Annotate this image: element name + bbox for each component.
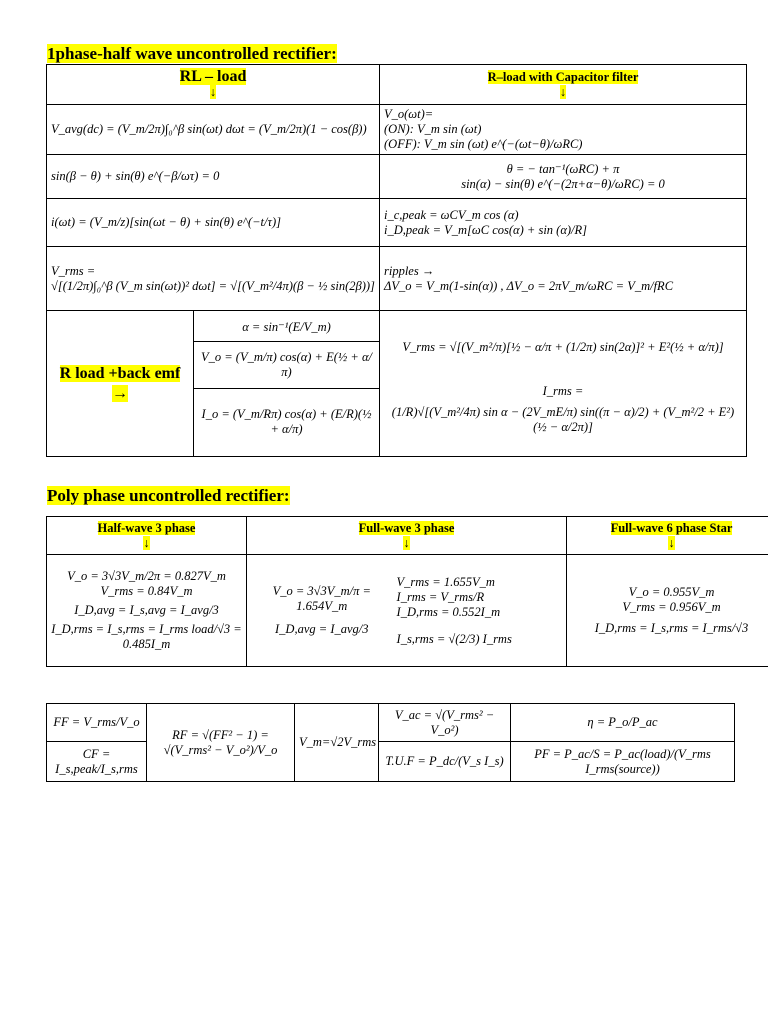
rc-ripple-formula: ripples → ΔV_o = V_m(1-sin(α)) , ΔV_o = 2πV_m/ωRC = V_m/fRC xyxy=(380,247,747,311)
r-back-emf-label: R load +back emf → xyxy=(47,311,194,457)
back-emf-irms: I_rms = (1/R)√[(V_m²/4π) sin α − (2V_mE/π) sin((π − α)/2) + (V_m²/2 + E²)(½ − α/2π)] xyxy=(391,383,735,434)
fw3-left: V_o = 3√3V_m/π = 1.654V_m I_D,avg = I_avg/3 xyxy=(272,584,371,636)
fw6-header: Full-wave 6 phase Star ↓ xyxy=(567,517,768,555)
half-wave-table xyxy=(46,64,747,457)
rl-vrms-formula: V_rms = √[(1/2π)∫₀^β (V_m sin(ωt))² dωt] = √[(V_m²/4π)(β − ½ sin(2β))] xyxy=(47,247,380,311)
rl-beta-equation: sin(β − θ) + sin(θ) e^(−β/ωτ) = 0 xyxy=(47,155,380,199)
section-title-half-wave: 1phase-half wave uncontrolled rectifier: xyxy=(47,44,337,63)
fw6-formulas: V_o = 0.955V_m V_rms = 0.956V_m I_D,rms = I_s,rms = I_rms/√3 xyxy=(567,555,768,667)
rl-vavg-formula: V_avg(dc) = (V_m/2π)∫₀^β sin(ωt) dωt = (V_m/2π)(1 − cos(β)) xyxy=(47,105,380,155)
vm-relation: V_m=√2V_rms xyxy=(295,704,379,782)
factors-table xyxy=(46,703,735,782)
tuf-formula: T.U.F = P_dc/(V_s I_s) xyxy=(379,742,511,782)
section-title-poly-phase: Poly phase uncontrolled rectifier: xyxy=(47,486,290,505)
efficiency: η = P_o/P_ac xyxy=(511,704,735,742)
poly-phase-table xyxy=(46,516,768,667)
back-emf-vrms: V_rms = √[(V_m²/π)[½ − α/π + (1/2π) sin(2α)]² + E²(½ + α/π)] xyxy=(402,340,724,354)
rc-load-header: R–load with Capacitor filter ↓ xyxy=(380,65,747,105)
back-emf-vo: V_o = (V_m/π) cos(α) + E(½ + α/π) xyxy=(194,342,379,389)
hw3-formulas: V_o = 3√3V_m/2π = 0.827V_m V_rms = 0.84V_m I_D,avg = I_s,avg = I_avg/3 I_D,rms = I_s,rms = I_rms load/√3 = 0.485I_m xyxy=(47,555,247,667)
rc-peak-currents: i_c,peak = ωCV_m cos (α) i_D,peak = V_m[ωC cos(α) + sin (α)/R] xyxy=(380,199,747,247)
rc-vo-formula: V_o(ωt)= (ON): V_m sin (ωt) (OFF): V_m sin (ωt) e^(−(ωt−θ)/ωRC) xyxy=(380,105,747,155)
fw3-header: Full-wave 3 phase ↓ xyxy=(247,517,567,555)
fw3-formulas xyxy=(247,555,567,667)
back-emf-io: I_o = (V_m/Rπ) cos(α) + (E/R)(½ + α/π) xyxy=(201,406,372,436)
crest-factor: CF = I_s,peak/I_s,rms xyxy=(47,742,147,782)
ripple-factor: RF = √(FF² − 1) = √(V_rms² − V_o²)/V_o xyxy=(147,704,295,782)
form-factor: FF = V_rms/V_o xyxy=(47,704,147,742)
rl-current-formula: i(ωt) = (V_m/z)[sin(ωt − θ) + sin(θ) e^(−t/τ)] xyxy=(47,199,380,247)
back-emf-right-cell xyxy=(380,311,747,457)
back-emf-alpha: α = sin⁻¹(E/V_m) xyxy=(194,313,379,342)
rl-load-header: RL – load ↓ xyxy=(47,65,380,105)
fw3-right: V_rms = 1.655V_m I_rms = V_rms/R I_D,rms = 0.552I_m I_s,rms = √(2/3) I_rms xyxy=(396,574,512,646)
hw3-header: Half-wave 3 phase ↓ xyxy=(47,517,247,555)
vac-formula: V_ac = √(V_rms² − V_o²) xyxy=(379,704,511,742)
power-factor: PF = P_ac/S = P_ac(load)/(V_rms I_rms(source)) xyxy=(511,742,735,782)
back-emf-middle-cell xyxy=(194,311,380,457)
rc-theta-alpha-equations: θ = − tan⁻¹(ωRC) + π sin(α) − sin(θ) e^(−(2π+α−θ)/ωRC) = 0 xyxy=(380,155,747,199)
